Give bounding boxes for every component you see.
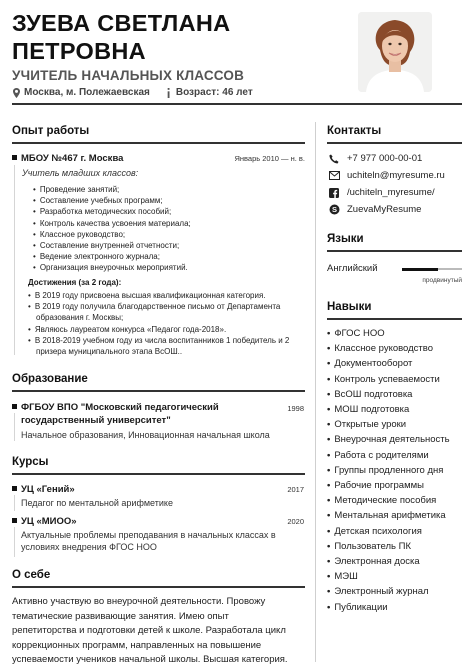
phone-icon [329,154,339,164]
skill-item: • Документооборот [327,356,462,371]
course-description: Педагог по ментальной арифметике [21,498,173,508]
list-item: • Классное руководство; [33,229,303,240]
bullet-square-icon [12,155,17,160]
list-item: • Проведение занятий; [33,184,303,195]
skills-list [327,326,462,615]
age-text: Возраст: 46 лет [175,87,253,98]
about-text: Активно участвую во внеурочной деятельности. Провожу тематические развивающие занятия. Имею опыт репетиторства и подготовки детей к школе. Разработала цикл коррекционных программ, направленных на повышение успеваемости учеников начальной школы. Высшая категория. [12,596,288,666]
skill-item: • Классное руководство [327,341,462,356]
job-dates: Январь 2010 — н. в. [234,154,305,163]
facebook-icon [329,188,339,198]
language-name: Английский [327,263,378,274]
personal-meta [12,87,253,98]
bullet-square-icon [12,404,17,409]
skill-item: • Открытые уроки [327,417,462,432]
contacts-heading: Контакты [327,125,382,137]
list-item: • Контроль качества усвоения материала; [33,218,303,229]
skill-item: • МОШ подготовка [327,402,462,417]
education-heading: Образование [12,373,88,385]
skill-item: • Публикации [327,600,462,615]
header-divider [12,103,462,105]
timeline-guide [14,413,15,441]
experience-heading: Опыт работы [12,125,90,137]
skill-item: • Электронный журнал [327,584,462,599]
skill-item: • Ментальная арифметика [327,508,462,523]
job-role: Учитель младших классов: [22,168,139,178]
list-item: • В 2019 году получила благодарственное письмо от Департамента образования г. Москвы; [28,301,304,323]
languages-rule [327,250,462,252]
language-level-fill [402,268,438,271]
skills-heading: Навыки [327,301,372,313]
course-name: УЦ «МИОО» [12,516,77,529]
course-year: 2020 [287,517,304,526]
skill-item: • Рабочие программы [327,478,462,493]
courses-rule [12,473,305,475]
skill-item: • Электронная доска [327,554,462,569]
list-item: • Составление внутренней отчетности; [33,240,303,251]
skill-item: • МЭШ [327,569,462,584]
mail-icon [329,171,340,180]
achievements-list [28,290,304,357]
skill-item: • Группы продленного дня [327,463,462,478]
column-divider [315,122,316,662]
education-institution: ФГБОУ ВПО "Московский педагогический государственный университет" [12,402,272,427]
skill-item: • Работа с родителями [327,448,462,463]
language-level-bar [402,268,462,270]
skill-item: • Пользователь ПК [327,539,462,554]
skill-item: • ВсОШ подготовка [327,387,462,402]
education-year: 1998 [287,404,304,413]
job-position: УЧИТЕЛЬ НАЧАЛЬНЫХ КЛАССОВ [12,68,245,83]
candidate-name [12,9,342,65]
skill-item: • Детская психология [327,524,462,539]
list-item: • Разработка методических пособий; [33,206,303,217]
list-item: • Ведение электронного журнала; [33,251,303,262]
contact-facebook[interactable]: /uchiteln_myresume/ [327,184,462,201]
bullet-square-icon [12,486,17,491]
list-item: • В 2019 году присвоена высшая квалификационная категория. [28,290,304,301]
skill-item: • Внеурочная деятельность [327,432,462,447]
skill-item: • ФГОС НОО [327,326,462,341]
profile-photo [358,12,432,92]
course-year: 2017 [287,485,304,494]
svg-text:S: S [331,205,337,215]
skills-rule [327,318,462,320]
timeline-guide [14,527,15,557]
experience-rule [12,142,305,144]
education-description: Начальное образования, Инновационная начальная школа [21,430,270,440]
list-item: • В 2018-2019 учебном году из числа воспитанников 1 победитель и 2 призера муниципального этапа ВсОШ.. [28,335,304,357]
language-level-text: продвинутый [422,277,462,284]
education-rule [12,390,305,392]
list-item: • Составление учебных программ; [33,195,303,206]
location-text: Москва, м. Полежаевская [24,87,150,98]
name-line-1: ЗУЕВА СВЕТЛАНА [12,10,231,36]
map-pin-icon [12,88,21,98]
contact-skype[interactable]: S ZuevaMyResume [327,201,462,218]
name-line-2: ПЕТРОВНА [12,38,146,64]
job-company: МБОУ №467 г. Москва [12,153,123,164]
duties-list [33,184,303,274]
info-icon [164,88,173,98]
course-name: УЦ «Гений» [12,484,75,497]
about-heading: О себе [12,569,51,581]
achievements-title: Достижения (за 2 года): [28,278,122,287]
job-entry-header [12,153,305,164]
list-item: • Являюсь лауреатом конкурса «Педагог года-2018». [28,324,304,335]
contact-phone[interactable]: +7 977 000-00-01 [327,150,462,167]
skype-icon [329,204,340,215]
contact-email[interactable]: uchiteln@myresume.ru [327,167,462,184]
about-rule [12,586,305,588]
bullet-square-icon [12,518,17,523]
contacts-rule [327,142,462,144]
skill-item: • Контроль успеваемости [327,372,462,387]
list-item: • Организация внеурочных мероприятий. [33,262,303,273]
courses-heading: Курсы [12,456,49,468]
course-description: Актуальные проблемы преподавания в начальных классах в условиях внедрения ФГОС НОО [21,530,276,552]
languages-heading: Языки [327,233,364,245]
skill-item: • Методические пособия [327,493,462,508]
timeline-guide [14,495,15,511]
timeline-guide [14,165,15,355]
